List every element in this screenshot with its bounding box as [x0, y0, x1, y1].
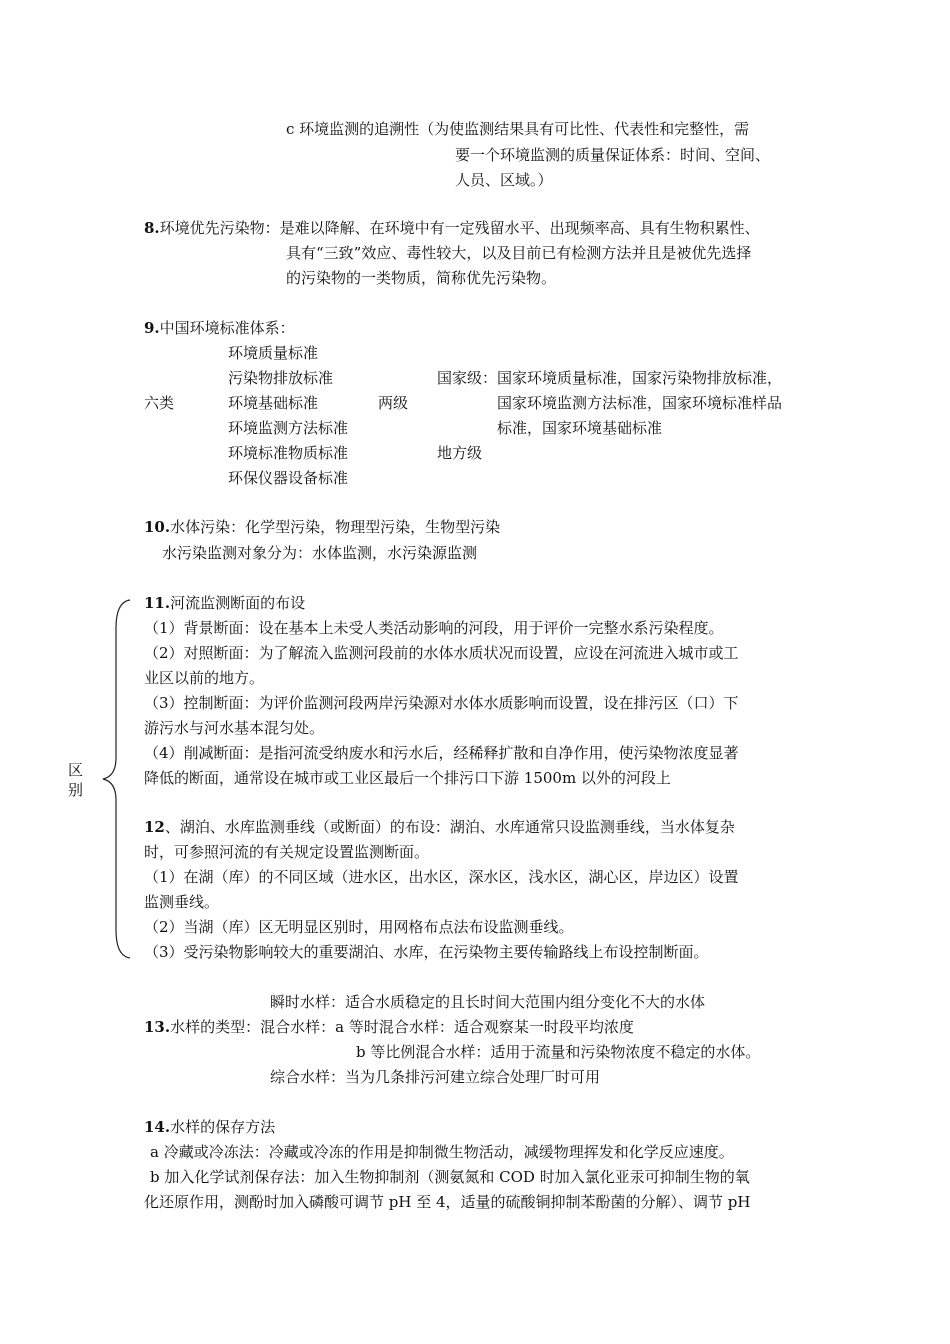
distinction-side-label: 区别	[68, 761, 84, 799]
section-12-text: 、湖泊、水库监测垂线（或断面）的布设：湖泊、水库通常只设监测垂线，当水体复杂	[164, 818, 735, 836]
section-10-line-2: 水污染监测对象分为：水体监测，水污染源监测	[162, 544, 478, 562]
section-14-title	[144, 1117, 275, 1137]
section-10-number: 10.	[144, 518, 171, 536]
proportional-mix-text: b 等比例混合水样：适用于流量和污染物浓度不稳定的水体。	[356, 1043, 761, 1061]
section-8-text: 环境优先污染物：是难以降解、在环境中有一定残留水平、出现频率高、具有生物积累性、	[159, 219, 760, 237]
background-section-text: （1）背景断面：设在基本上未受人类活动影响的河段，用于评价一完整水系污染程度。	[144, 619, 724, 637]
section-8-number: 8.	[144, 219, 160, 237]
trace-line-2: 要一个环境监测的质量保证体系：时间、空间、	[455, 146, 771, 164]
instant-sample-text: 瞬时水样：适合水质稳定的且长时间大范围内组分变化不大的水体	[270, 993, 706, 1011]
reduction-section-text-1: （4）削减断面：是指河流受纳废水和污水后，经稀释扩散和自净作用，使污染物浓度显著	[144, 744, 739, 762]
section-10-text: 水体污染：化学型污染，物理型污染，生物型污染	[170, 518, 501, 536]
lake-point-3: （3）受污染物影响较大的重要湖泊、水库，在污染物主要传输路线上布设控制断面。	[144, 943, 709, 961]
lake-point-2: （2）当湖（库）区无明显区别时，用网格布点法布设监测垂线。	[144, 918, 574, 936]
standard-type-1: 环境质量标准	[228, 344, 319, 362]
six-categories-label: 六类	[144, 394, 175, 412]
monitoring-section-text-1: （3）控制断面：为评价监测河段两岸污染源对水体水质影响而设置，设在排污区（口）下	[144, 694, 739, 712]
section-12-line-1	[144, 817, 735, 837]
national-level-line-1: 国家级：国家环境质量标准，国家污染物排放标准，	[437, 369, 783, 387]
control-section-text-1: （2）对照断面：为了解流入监测河段前的水体水质状况而设置，应设在河流进入城市或工	[144, 644, 739, 662]
section-10-line-1	[144, 517, 500, 537]
section-12-line-2: 时，可参照河流的有关规定设置监测断面。	[144, 843, 430, 861]
trace-line-1: c 环境监测的追溯性（为使监测结果具有可比性、代表性和完整性，需	[286, 120, 750, 138]
standard-type-3: 环境基础标准	[228, 394, 319, 412]
reduction-section-text-2: 降低的断面，通常设在城市或工业区最后一个排污口下游 1500m 以外的河段上	[144, 769, 671, 787]
monitoring-section-text-2: 游污水与河水基本混匀处。	[144, 719, 325, 737]
standard-type-2: 污染物排放标准	[228, 369, 334, 387]
section-8-line-3: 的污染物的一类物质，简称优先污染物。	[286, 269, 557, 287]
standard-type-6: 环保仪器设备标准	[228, 469, 349, 487]
local-level-label: 地方级	[437, 444, 483, 462]
chemical-reagent-method-2: 化还原作用，测酚时加入磷酸可调节 pH 至 4，适量的硫酸铜抑制苯酚菌的分解）、调节 pH	[144, 1193, 751, 1211]
standard-type-5: 环境标准物质标准	[228, 444, 349, 462]
section-13-number: 13.	[144, 1018, 171, 1036]
section-11-number: 11.	[144, 594, 171, 612]
section-8-line-1	[144, 218, 760, 238]
section-9-title-text: 中国环境标准体系：	[159, 319, 295, 337]
lake-point-1-line-2: 监测垂线。	[144, 893, 220, 911]
lake-point-1-line-1: （1）在湖（库）的不同区域（进水区，出水区，深水区，浅水区，湖心区，岸边区）设置	[144, 868, 739, 886]
section-8-line-2: 具有“三致”效应、毒性较大，以及目前已有检测方法并且是被优先选择	[286, 244, 752, 262]
section-9-number: 9.	[144, 319, 160, 337]
section-11-title-text: 河流监测断面的布设	[170, 594, 306, 612]
section-13-line	[144, 1017, 634, 1037]
section-11-title	[144, 593, 305, 613]
national-level-line-3: 标准，国家环境基础标准	[497, 419, 663, 437]
section-12-number: 12	[144, 818, 165, 836]
composite-sample-text: 综合水样：当为几条排污河建立综合处理厂时可用	[270, 1068, 601, 1086]
trace-line-3: 人员、区域。）	[455, 171, 553, 189]
section-9-title	[144, 318, 295, 338]
standard-type-4: 环境监测方法标准	[228, 419, 349, 437]
section-13-text: 水样的类型：混合水样：a 等时混合水样：适合观察某一时段平均浓度	[170, 1018, 634, 1036]
two-levels-label: 两级	[378, 394, 409, 412]
cold-storage-method: a 冷藏或冷冻法：冷藏或冷冻的作用是抑制微生物活动，减缓物理挥发和化学反应速度。	[150, 1143, 734, 1161]
section-14-number: 14.	[144, 1118, 171, 1136]
control-section-text-2: 业区以前的地方。	[144, 669, 265, 687]
left-brace	[100, 598, 140, 960]
chemical-reagent-method-1: b 加入化学试剂保存法：加入生物抑制剂（测氨氮和 COD 时加入氯化亚汞可抑制生物的氧	[150, 1168, 750, 1186]
section-14-title-text: 水样的保存方法	[170, 1118, 276, 1136]
national-level-line-2: 国家环境监测方法标准，国家环境标准样品	[497, 394, 783, 412]
